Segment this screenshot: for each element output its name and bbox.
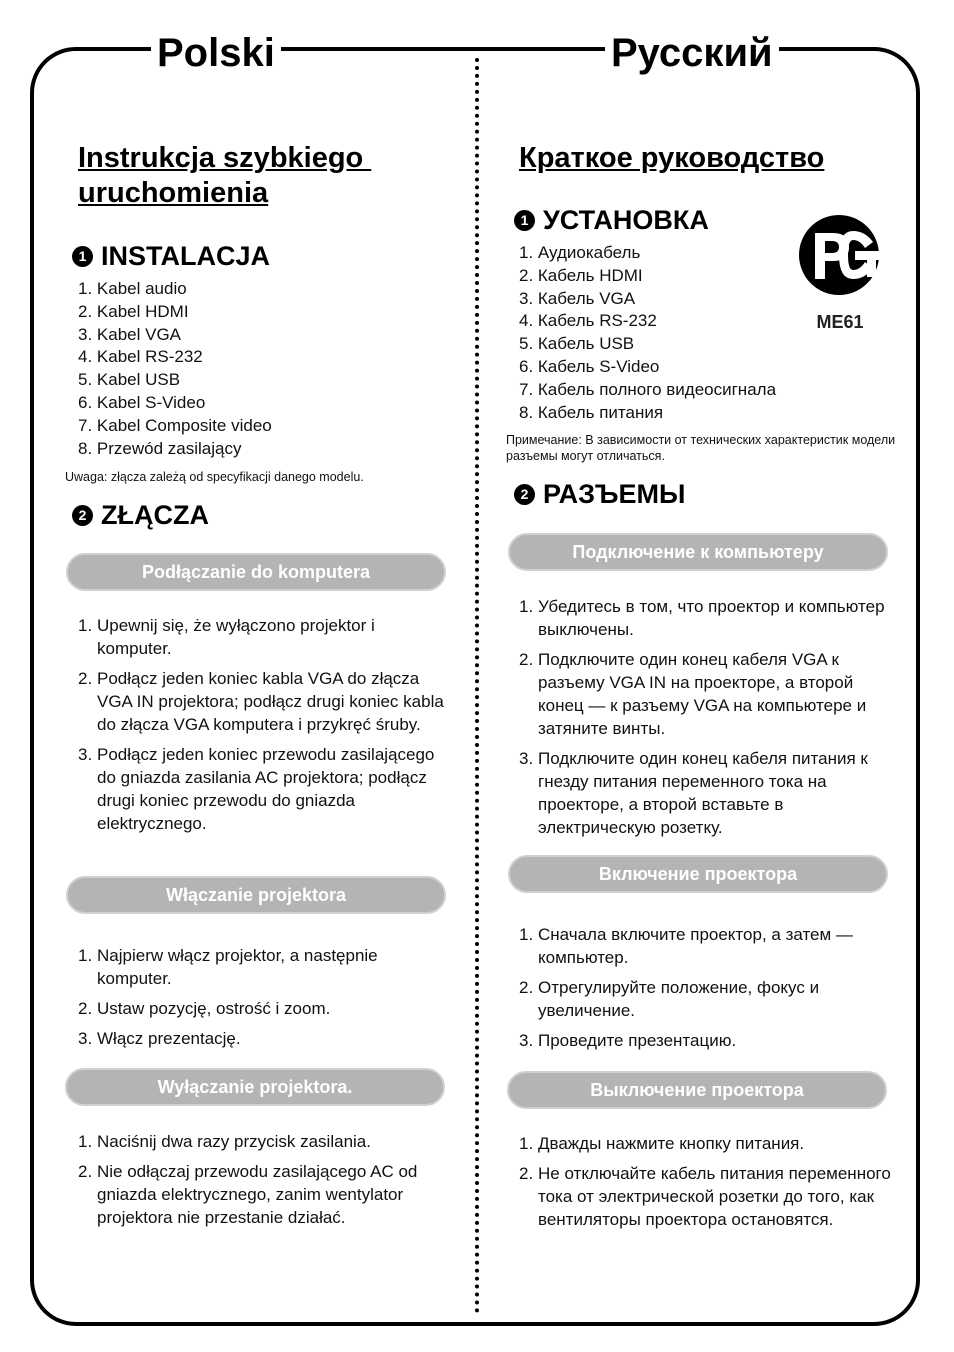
step-text: Naciśnij dwa razy przycisk zasilania. — [97, 1132, 371, 1151]
cert-code: ME61 — [816, 312, 864, 332]
list-item: 5. Кабель USB — [519, 334, 635, 354]
step-text: Сначала включите проектор, а затем — компьютер. — [538, 925, 853, 967]
subsection-pill-power-on: Włączanie projektora — [66, 876, 446, 914]
subsection-pill-power-on: Включение проектора — [508, 855, 888, 893]
step-text: Nie odłączaj przewodu zasilającego AC od gniazda elektrycznego, zanim wentylator projektora nie przestanie działać. — [97, 1162, 418, 1227]
list-item — [519, 1029, 891, 1052]
step-number: 2. — [519, 650, 534, 669]
step-number: 2. — [78, 999, 93, 1018]
cable-list-russian — [519, 242, 776, 424]
pct-mark-icon — [795, 215, 885, 303]
step-number: 3. — [78, 1029, 93, 1048]
section-heading-label: УСТАНОВКА — [543, 205, 709, 235]
list-item: 2. Kabel HDMI — [78, 301, 189, 321]
steps-power-on-polish — [78, 944, 448, 1057]
subsection-pill-connect-pc: Подключение к компьютеру — [508, 533, 888, 571]
steps-power-off-russian — [519, 1132, 891, 1238]
list-item: 6. Kabel S-Video — [78, 392, 206, 412]
number-badge: 1 — [514, 210, 535, 231]
pct-certification-logo — [795, 215, 885, 330]
list-item — [519, 1162, 891, 1231]
step-text: Проведите презентацию. — [538, 1031, 737, 1050]
list-item: 8. Кабель питания — [519, 402, 664, 422]
section-heading-label: РАЗЪЕМЫ — [543, 479, 686, 509]
number-badge: 2 — [72, 505, 93, 526]
note-polish: Uwaga: złącza zależą od specyfikacji danego modelu. — [65, 470, 364, 484]
column-divider — [475, 58, 479, 1314]
step-number: 2. — [519, 1164, 534, 1183]
list-item — [519, 976, 891, 1022]
step-number: 1. — [78, 946, 93, 965]
steps-connect-pc-polish — [78, 614, 448, 842]
cable-list-polish — [78, 278, 272, 460]
steps-power-off-polish — [78, 1130, 448, 1236]
list-item: 3. Кабель VGA — [519, 288, 636, 308]
list-item — [78, 667, 448, 736]
list-item: 1. Kabel audio — [78, 279, 187, 298]
list-item — [519, 923, 891, 969]
section-heading-label: INSTALACJA — [101, 241, 271, 271]
step-number: 2. — [519, 978, 534, 997]
step-text: Upewnij się, że wyłączono projektor i komputer. — [97, 616, 375, 658]
step-number: 3. — [519, 1031, 534, 1050]
step-text: Убедитесь в том, что проектор и компьютер выключены. — [538, 597, 885, 639]
step-number: 1. — [519, 1134, 534, 1153]
step-number: 1. — [519, 597, 534, 616]
step-text: Отрегулируйте положение, фокус и увеличение. — [538, 978, 820, 1020]
list-item — [519, 595, 891, 641]
doc-title-line-2: uruchomienia — [78, 177, 269, 209]
step-text: Podłącz jeden koniec kabla VGA do złącza VGA IN projektora; podłącz drugi koniec kabla do złącza VGA komputera i przykręć śruby. — [97, 669, 444, 734]
section-heading-connectors-russian — [514, 478, 685, 510]
list-item — [78, 1027, 448, 1050]
language-title-polish: Polski — [151, 30, 281, 76]
note-russian: Примечание: В зависимости от технических характеристик модели разъемы могут отличаться. — [506, 433, 896, 463]
step-text: Najpierw włącz projektor, a następnie komputer. — [97, 946, 378, 988]
list-item: 4. Кабель RS-232 — [519, 311, 657, 331]
list-item: 1. Аудиокабель — [519, 243, 641, 262]
step-text: Не отключайте кабель питания переменного тока от электрической розетки до того, как вентиляторы проектора остановятся. — [538, 1164, 891, 1229]
step-number: 1. — [519, 925, 534, 944]
list-item: 7. Кабель полного видеосигнала — [519, 379, 777, 399]
list-item — [78, 944, 448, 990]
list-item: 6. Кабель S-Video — [519, 356, 660, 376]
section-heading-label: ZŁĄCZA — [101, 500, 209, 530]
steps-power-on-russian — [519, 923, 891, 1059]
section-heading-connectors-polish — [72, 499, 209, 531]
list-item — [78, 1160, 448, 1229]
section-heading-install-russian — [514, 204, 709, 236]
doc-title-polish — [78, 141, 458, 211]
language-title-russian: Русский — [605, 30, 779, 76]
list-item: 7. Kabel Composite video — [78, 415, 272, 435]
step-text: Подключите один конец кабеля питания к гнезду питания переменного тока на проекторе, а второй вставьте в электрическую розетку. — [538, 749, 868, 837]
step-text: Подключите один конец кабеля VGA к разъему VGA IN на проекторе, а второй конец — к разъему VGA на компьютере и затяните винты. — [538, 650, 867, 738]
subsection-pill-power-off: Выключение проектора — [507, 1071, 887, 1109]
list-item — [519, 1132, 891, 1155]
section-heading-install-polish — [72, 240, 270, 272]
step-number: 3. — [519, 749, 534, 768]
step-number: 1. — [78, 1132, 93, 1151]
number-badge: 2 — [514, 484, 535, 505]
step-text: Włącz prezentację. — [97, 1029, 241, 1048]
step-number: 2. — [78, 1162, 93, 1181]
step-number: 3. — [78, 745, 93, 764]
list-item: 2. Кабель HDMI — [519, 265, 643, 285]
steps-connect-pc-russian — [519, 595, 891, 846]
subsection-pill-power-off: Wyłączanie projektora. — [65, 1068, 445, 1106]
list-item: 4. Kabel RS-232 — [78, 347, 203, 367]
list-item: 8. Przewód zasilający — [78, 438, 242, 458]
step-number: 1. — [78, 616, 93, 635]
number-badge: 1 — [72, 246, 93, 267]
step-text: Podłącz jeden koniec przewodu zasilającego do gniazda zasilania AC projektora; podłącz drugi koniec przewodu do gniazda elektrycznego. — [97, 745, 435, 833]
step-number: 2. — [78, 669, 93, 688]
list-item — [519, 747, 891, 839]
list-item — [78, 997, 448, 1020]
list-item: 5. Kabel USB — [78, 370, 181, 390]
list-item — [78, 1130, 448, 1153]
doc-title-russian: Краткое руководство — [519, 142, 825, 174]
list-item — [78, 614, 448, 660]
step-text: Ustaw pozycję, ostrość i zoom. — [97, 999, 331, 1018]
list-item — [78, 743, 448, 835]
doc-title-line-1: Instrukcja szybkiego — [78, 142, 372, 174]
list-item: 3. Kabel VGA — [78, 324, 182, 344]
step-text: Дважды нажмите кнопку питания. — [538, 1134, 805, 1153]
list-item — [519, 648, 891, 740]
subsection-pill-connect-pc: Podłączanie do komputera — [66, 553, 446, 591]
